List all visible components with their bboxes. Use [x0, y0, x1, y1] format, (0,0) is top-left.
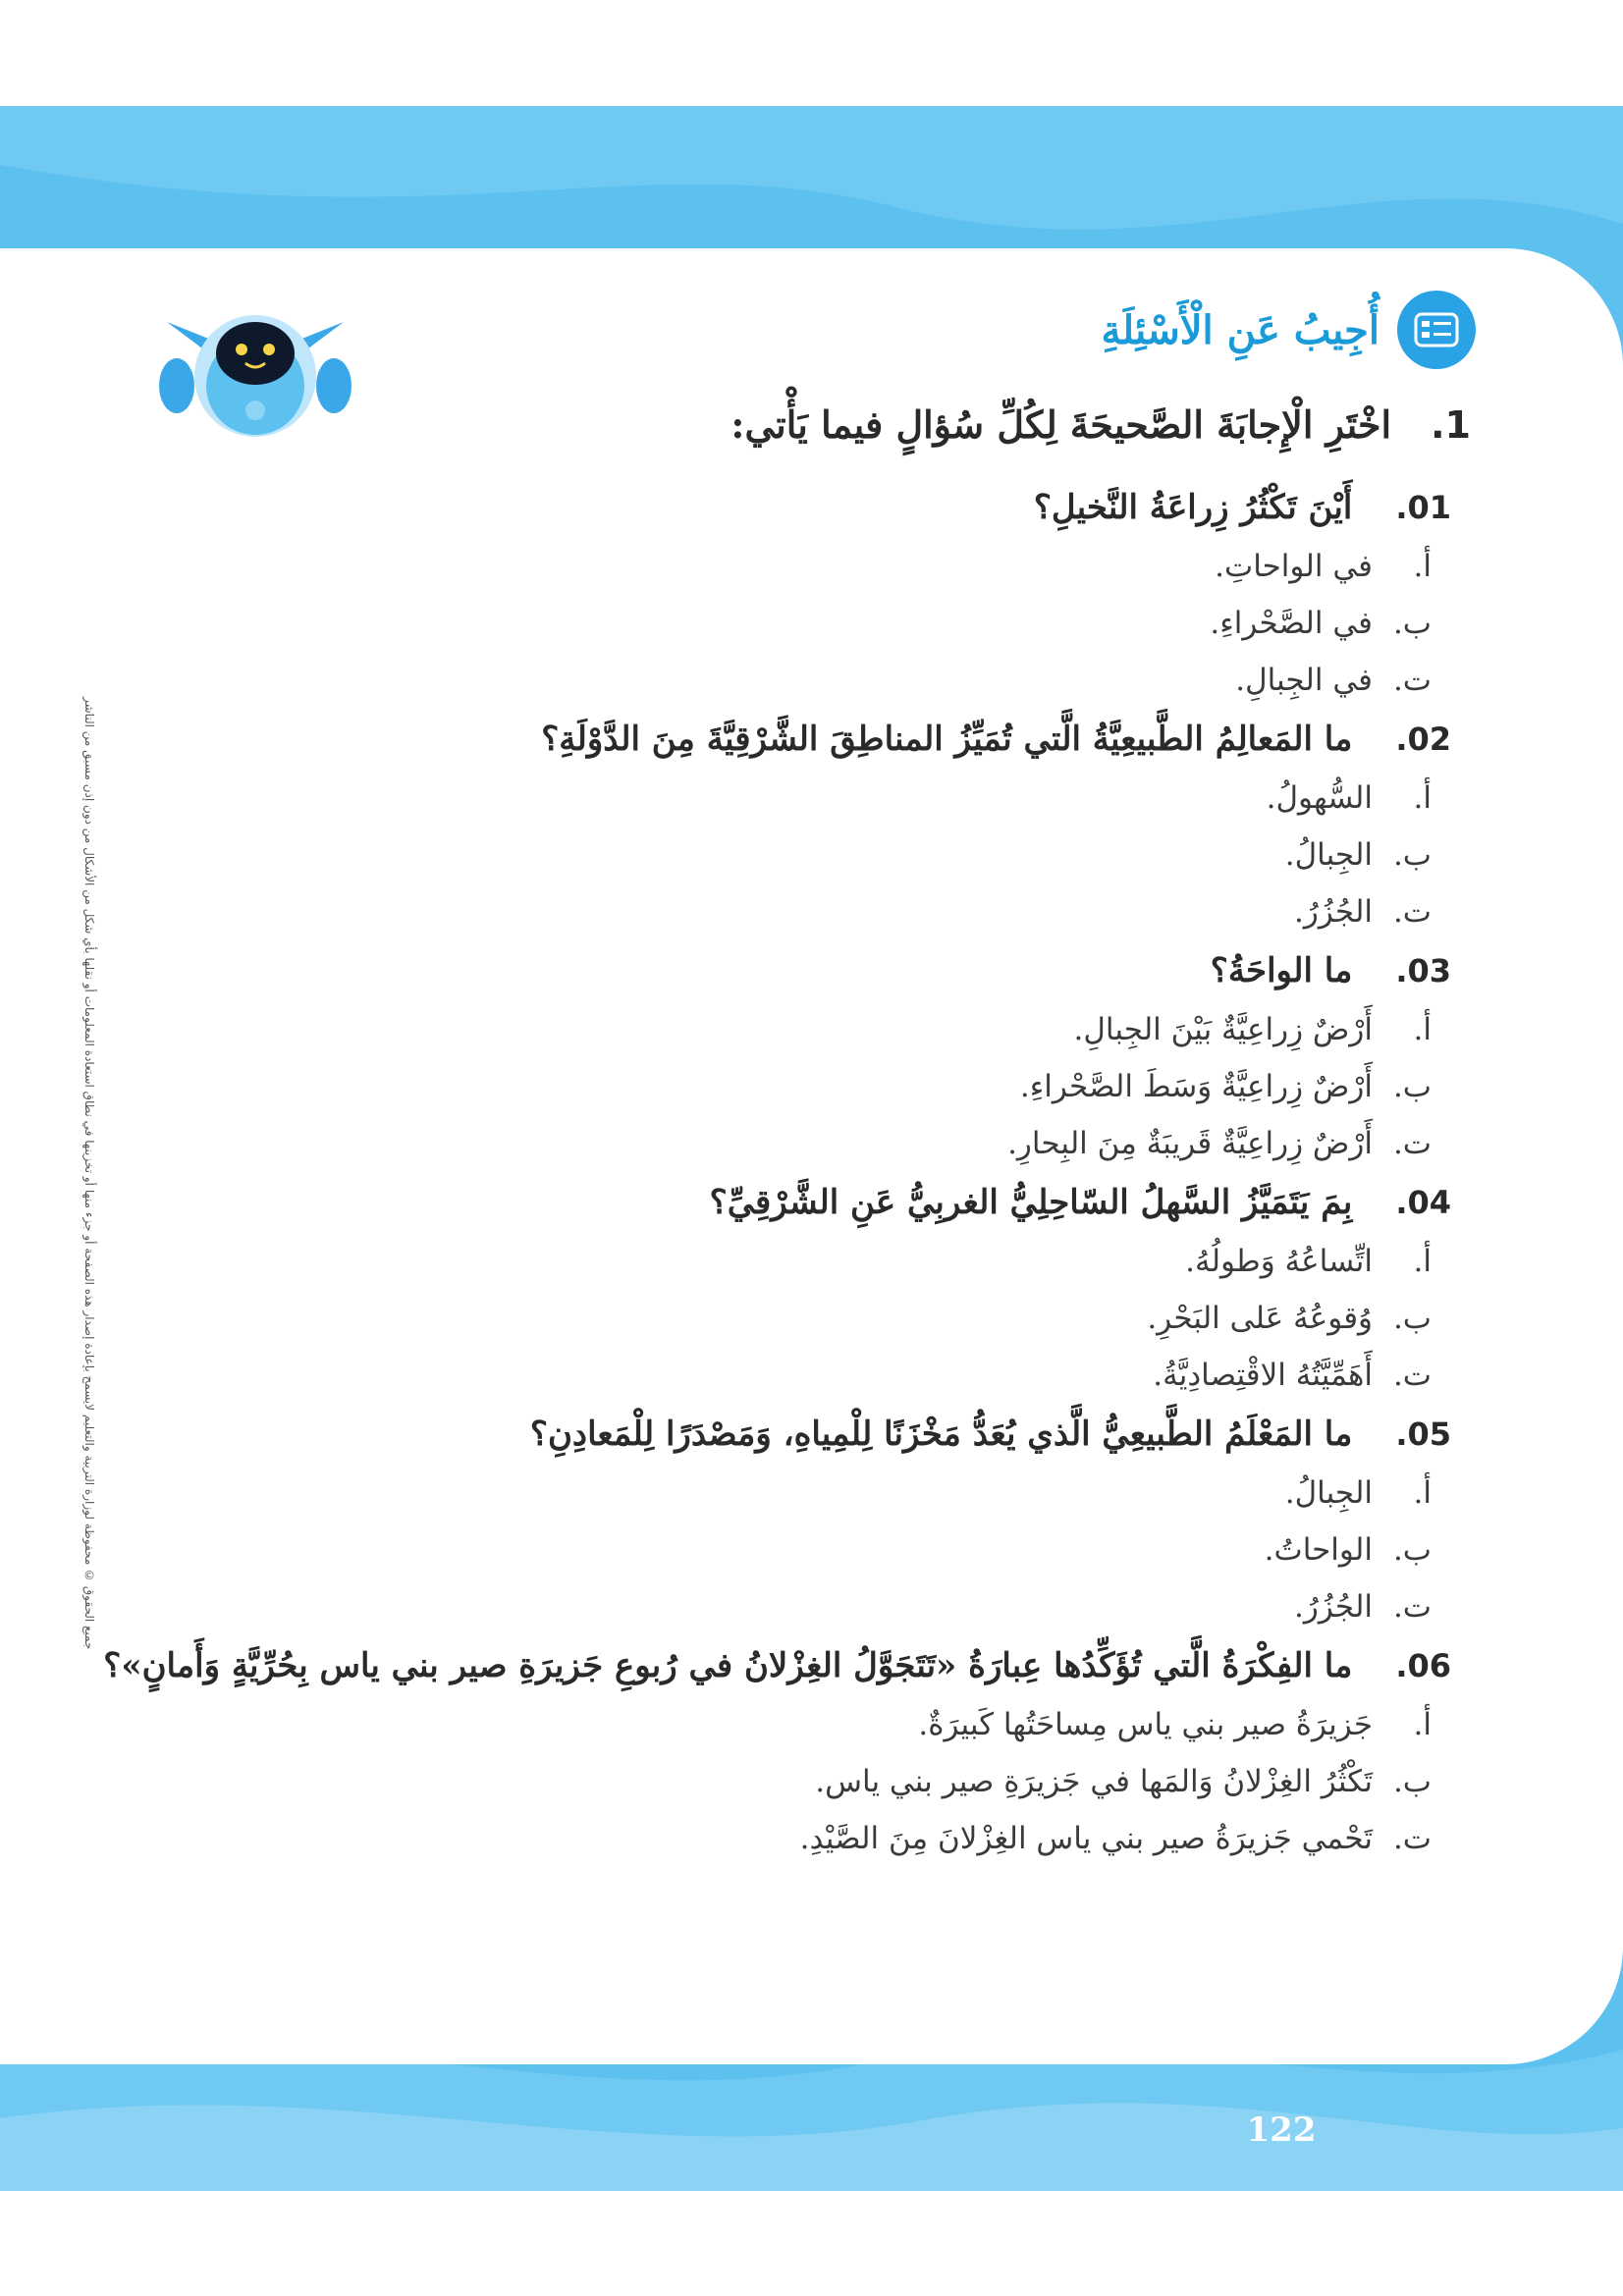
option-letter: ت.: [1392, 1358, 1432, 1393]
option-letter: ب.: [1392, 1532, 1432, 1568]
question-text: بِمَ يَتَمَيَّزُ السَّهلُ السّاحِلِيُّ الغربِيُّ عَنِ الشَّرْقِيِّ؟: [709, 1183, 1353, 1222]
answer-option[interactable]: [96, 1532, 1471, 1568]
question-text: ما الفِكْرَةُ الَّتي تُؤَكِّدُها عِبارَةُ «تَتَجَوَّلُ الغِزْلانُ في رُبوعِ جَزيرَةِ صير بني ياس بِحُرِّيَّةٍ وَأَمانٍ»؟: [103, 1646, 1353, 1685]
question-list: [96, 488, 1471, 1856]
question-text: ما المَعْلَمُ الطَّبيعِيُّ الَّذي يُعَدُّ مَخْزَنًا لِلْمِياهِ، وَمَصْدَرًا لِلْمَعادِنِ؟: [529, 1415, 1353, 1454]
option-letter: أ.: [1413, 780, 1432, 816]
option-letter: أ.: [1413, 1707, 1432, 1742]
answer-option[interactable]: [96, 1707, 1471, 1742]
option-text: في الجِبالِ.: [1235, 663, 1373, 698]
section-header: [1101, 291, 1476, 369]
answer-option[interactable]: [96, 1358, 1471, 1393]
answer-option[interactable]: [96, 1475, 1471, 1511]
question-item: [96, 1183, 1471, 1393]
option-text: اتِّساعُهُ وَطولُهُ.: [1185, 1244, 1373, 1279]
option-letter: ت.: [1392, 1126, 1432, 1161]
answer-option[interactable]: [96, 1126, 1471, 1161]
question-number: 04.: [1395, 1184, 1451, 1221]
option-text: الجُزُرُ.: [1294, 894, 1373, 930]
option-text: جَزيرَةُ صير بني ياس مِساحَتُها كَبيرَةٌ.: [918, 1707, 1373, 1742]
page-number: 122: [1246, 2110, 1317, 2150]
option-letter: أ.: [1413, 1244, 1432, 1279]
main-question: [96, 402, 1471, 447]
option-text: أَرْضٌ زِراعِيَّةٌ وَسَطَ الصَّحْراءِ.: [1019, 1069, 1373, 1104]
question-item: [96, 1646, 1471, 1856]
section-title: أُجِيبُ عَنِ الْأَسْئِلَةِ: [1101, 306, 1380, 353]
answer-option[interactable]: [96, 780, 1471, 816]
option-letter: ت.: [1392, 894, 1432, 930]
question-line: [96, 1183, 1471, 1222]
option-text: الجِبالُ.: [1284, 1475, 1373, 1511]
option-text: في الواحاتِ.: [1215, 549, 1373, 584]
answer-option[interactable]: [96, 1589, 1471, 1625]
option-letter: ب.: [1392, 1301, 1432, 1336]
option-text: أَرْضٌ زِراعِيَّةٌ قَريبَةٌ مِنَ البِحارِ.: [1007, 1126, 1373, 1161]
questions-content: [96, 402, 1471, 1878]
answer-option[interactable]: [96, 1764, 1471, 1799]
list-icon: [1397, 291, 1476, 369]
question-item: [96, 488, 1471, 698]
question-line: [96, 720, 1471, 759]
answer-option[interactable]: [96, 663, 1471, 698]
answer-option[interactable]: [96, 606, 1471, 641]
option-text: أَهَمِّيَّتُهُ الاقْتِصادِيَّةُ.: [1153, 1358, 1373, 1393]
option-letter: ب.: [1392, 837, 1432, 873]
option-text: الواحاتُ.: [1264, 1532, 1373, 1568]
option-letter: أ.: [1413, 549, 1432, 584]
option-text: في الصَّحْراءِ.: [1210, 606, 1373, 641]
question-item: [96, 951, 1471, 1161]
option-letter: أ.: [1413, 1475, 1432, 1511]
answer-option[interactable]: [96, 549, 1471, 584]
option-letter: ب.: [1392, 606, 1432, 641]
question-text: أَيْنَ تَكْثُرُ زِراعَةُ النَّخيلِ؟: [1033, 488, 1353, 527]
question-text: ما المَعالِمُ الطَّبيعِيَّةُ الَّتي تُمَيِّزُ المناطِقَ الشَّرْقِيَّةَ مِنَ الدَّوْلَةِ؟: [541, 720, 1353, 759]
option-text: الجُزُرُ.: [1294, 1589, 1373, 1625]
question-number: 03.: [1395, 952, 1451, 989]
answer-option[interactable]: [96, 1821, 1471, 1856]
option-text: تَكْثُرُ الغِزْلانُ وَالمَها في جَزيرَةِ صير بني ياس.: [815, 1764, 1373, 1799]
question-number: 02.: [1395, 721, 1451, 758]
question-number: 05.: [1395, 1415, 1451, 1453]
option-text: وُقوعُهُ عَلى البَحْرِ.: [1147, 1301, 1373, 1336]
copyright-note: جميع الحقوق © محفوظة لوزارة التربية والتعليم لايسمح بإعادة إصدار هذه الصفحة أو جزء منها أو تخزينها في نطاق استعادة المعلومات أو نقلها بأي شكل من الأشكال من دون إذن مسبق من الناشر: [82, 696, 96, 1650]
question-number: 01.: [1395, 489, 1451, 526]
option-letter: ت.: [1392, 1589, 1432, 1625]
option-text: تَحْمي جَزيرَةُ صير بني ياس الغِزْلانَ مِنَ الصَّيْدِ.: [799, 1821, 1373, 1856]
option-letter: ت.: [1392, 663, 1432, 698]
answer-option[interactable]: [96, 894, 1471, 930]
option-letter: ب.: [1392, 1764, 1432, 1799]
option-text: أَرْضٌ زِراعِيَّةٌ بَيْنَ الجِبالِ.: [1073, 1012, 1373, 1047]
question-line: [96, 951, 1471, 990]
main-question-number: 1.: [1431, 403, 1471, 447]
question-line: [96, 1415, 1471, 1454]
question-item: [96, 720, 1471, 930]
answer-option[interactable]: [96, 1301, 1471, 1336]
answer-option[interactable]: [96, 1012, 1471, 1047]
question-number: 06.: [1395, 1647, 1451, 1684]
answer-option[interactable]: [96, 837, 1471, 873]
option-text: السُّهولُ.: [1266, 780, 1373, 816]
question-line: [96, 1646, 1471, 1685]
question-item: [96, 1415, 1471, 1625]
answer-option[interactable]: [96, 1244, 1471, 1279]
main-question-text: اخْتَرِ الْإِجابَةَ الصَّحيحَةَ لِكُلِّ سُؤالٍ فيما يَأْتي:: [730, 402, 1392, 447]
question-line: [96, 488, 1471, 527]
answer-option[interactable]: [96, 1069, 1471, 1104]
option-letter: أ.: [1413, 1012, 1432, 1047]
option-letter: ب.: [1392, 1069, 1432, 1104]
option-text: الجِبالُ.: [1284, 837, 1373, 873]
option-letter: ت.: [1392, 1821, 1432, 1856]
question-text: ما الواحَةُ؟: [1210, 951, 1353, 990]
